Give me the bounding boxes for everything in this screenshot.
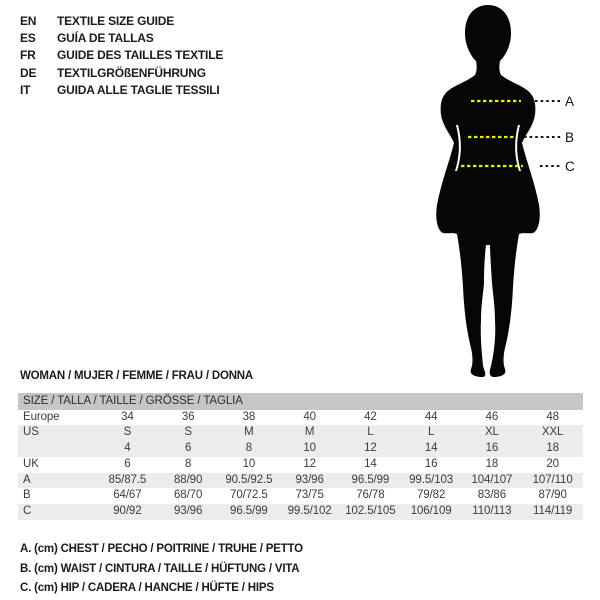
size-cell: 4 <box>124 442 131 454</box>
legend-item: A. (cm) CHEST / PECHO / POITRINE / TRUHE / PETTO <box>20 543 303 555</box>
size-cell: 16 <box>485 442 499 454</box>
size-cell: 10 <box>303 442 316 454</box>
size-cell: 76/78 <box>356 489 385 502</box>
language-label: GUÍA DE TALLAS <box>57 31 154 46</box>
size-cell: 114/119 <box>533 505 573 517</box>
size-cell: 93/96 <box>295 473 324 486</box>
language-code: EN <box>20 14 37 28</box>
size-cell: 10 <box>242 457 256 470</box>
size-cell: 12 <box>303 457 316 470</box>
row-label: A <box>23 473 31 486</box>
row-label: C <box>23 505 32 517</box>
size-cell: 38 <box>242 410 256 423</box>
size-cell: L <box>367 426 374 439</box>
measurement-legend <box>20 540 303 599</box>
size-cell: 102.5/105 <box>345 505 396 517</box>
size-cell: 93/96 <box>173 505 203 517</box>
size-cell: XL <box>484 426 499 439</box>
size-cell: 20 <box>546 457 559 470</box>
size-cell: 73/75 <box>295 489 324 502</box>
size-cell: M <box>244 426 254 439</box>
size-cell: 8 <box>245 442 253 454</box>
size-cell: 96.5/99 <box>230 505 268 517</box>
size-cell: S <box>123 426 132 439</box>
size-cell: 68/70 <box>173 489 203 502</box>
size-cell: M <box>304 426 315 439</box>
size-cell: 90.5/92.5 <box>225 473 273 486</box>
size-cell: 40 <box>303 410 316 423</box>
size-cell: 6 <box>184 442 192 454</box>
language-list <box>20 13 223 99</box>
row-label <box>18 441 97 457</box>
size-cell: 14 <box>424 442 438 454</box>
language-row <box>20 13 223 30</box>
row-label: UK <box>23 457 39 470</box>
language-row <box>20 65 223 82</box>
language-code: IT <box>20 82 31 97</box>
language-row <box>20 82 223 99</box>
size-cell: 87/90 <box>538 489 567 502</box>
legend-item: B. (cm) WAIST / CINTURA / TAILLE / HÜFTUNG / VITA <box>20 562 300 575</box>
size-table-row <box>18 410 583 426</box>
size-cell: 48 <box>546 410 559 423</box>
size-cell: 12 <box>364 442 377 454</box>
language-code: FR <box>20 48 36 63</box>
size-cell: 99.5/102 <box>287 505 332 517</box>
size-cell: 16 <box>424 457 438 470</box>
size-table <box>18 393 583 520</box>
size-cell: 42 <box>364 410 377 423</box>
size-cell: XXL <box>541 426 564 439</box>
size-cell: S <box>184 426 192 439</box>
size-table-header: SIZE / TALLA / TAILLE / GRÖSSE / TAGLIA <box>18 393 583 410</box>
size-table-row <box>18 457 583 473</box>
size-table-row <box>18 473 583 489</box>
size-cell: 18 <box>546 442 559 454</box>
body-figure <box>415 3 600 378</box>
size-cell: 106/109 <box>410 505 452 517</box>
size-cell: 6 <box>124 457 131 470</box>
language-code: DE <box>20 65 37 80</box>
size-table-row <box>18 504 583 520</box>
size-cell: 96.5/99 <box>351 473 390 486</box>
size-cell: 85/87.5 <box>108 473 147 486</box>
size-cell: 110/113 <box>472 505 512 517</box>
size-cell: 18 <box>485 457 499 470</box>
row-label: B <box>23 489 31 502</box>
size-table-row <box>18 425 583 441</box>
marker-label-c: C <box>565 159 575 174</box>
size-table-row <box>18 488 583 504</box>
language-label: TEXTILE SIZE GUIDE <box>57 14 175 28</box>
size-cell: 83/86 <box>477 489 507 502</box>
language-row <box>20 47 223 64</box>
language-label: GUIDA ALLE TAGLIE TESSILI <box>57 82 220 97</box>
size-cell: 34 <box>121 410 134 423</box>
marker-label-b: B <box>565 130 575 145</box>
size-table-body <box>18 410 583 520</box>
size-cell: L <box>427 426 435 439</box>
section-title: WOMAN / MUJER / FEMME / FRAU / DONNA <box>20 370 254 382</box>
legend-item: C. (cm) HIP / CADERA / HANCHE / HÜFTE / HIPS <box>20 582 274 594</box>
size-cell: 88/90 <box>173 473 203 486</box>
size-cell: 8 <box>184 457 192 470</box>
size-cell: 99.5/103 <box>409 473 454 486</box>
size-cell: 104/107 <box>471 473 513 486</box>
size-cell: 90/92 <box>113 505 142 517</box>
language-label: GUIDE DES TAILLES TEXTILE <box>57 48 224 63</box>
row-label: Europe <box>23 410 60 423</box>
language-code: ES <box>20 31 36 46</box>
marker-label-a: A <box>565 94 575 109</box>
woman-silhouette <box>436 5 540 377</box>
size-cell: 64/67 <box>113 489 142 502</box>
size-cell: 44 <box>424 410 438 423</box>
row-label: US <box>23 426 39 439</box>
woman-silhouette-svg <box>415 3 600 378</box>
language-row <box>20 30 223 47</box>
language-label: TEXTILGRÖßENFÜHRUNG <box>57 65 206 80</box>
size-cell: 36 <box>181 410 195 423</box>
size-cell: 70/72.5 <box>230 489 268 502</box>
size-table-row <box>18 441 583 457</box>
size-cell: 14 <box>364 457 377 470</box>
size-cell: 79/82 <box>416 489 446 502</box>
size-cell: 107/110 <box>532 473 573 486</box>
size-cell: 46 <box>485 410 499 423</box>
